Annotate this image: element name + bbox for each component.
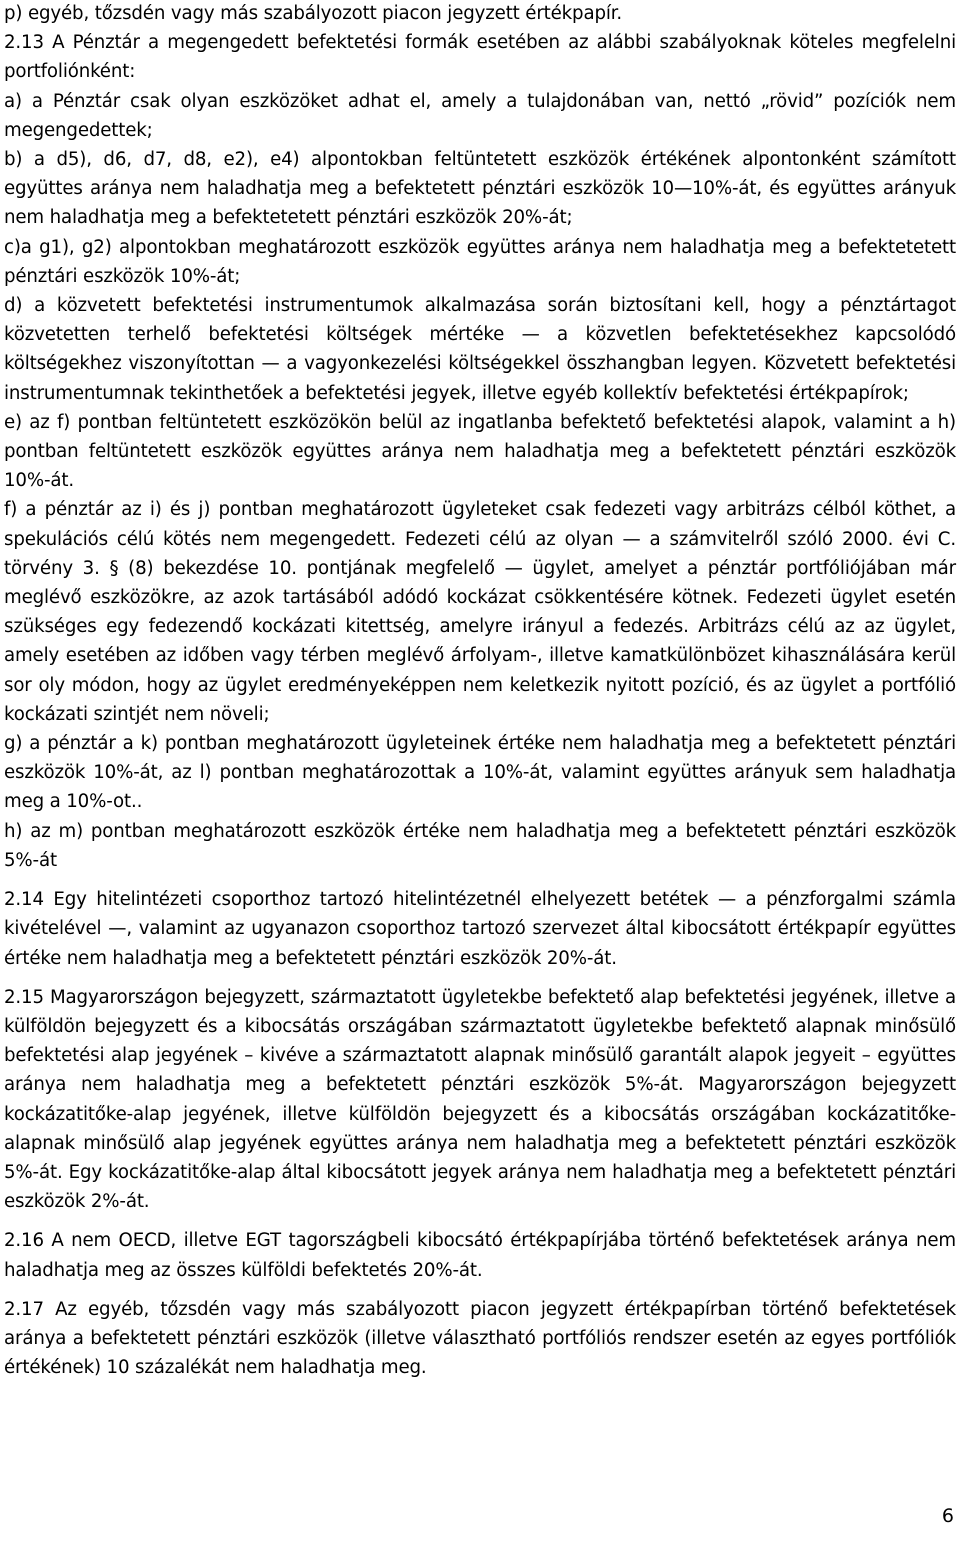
section-2-16: 2.16 A nem OECD, illetve EGT tagországbeli kibocsátó értékpapírjába történő befektetések aránya nem haladhatja meg az összes külföldi befektetés 20%-át. [4, 1230, 956, 1281]
section-2-13-a: a) a Pénztár csak olyan eszközöket adhat el, amely a tulajdonában van, nettó „rövid” pozíciók nem megengedettek; [4, 90, 956, 141]
document-page [4, 0, 956, 1382]
section-2-15: 2.15 Magyarországon bejegyzett, származtatott ügyletekbe befektető alap befektetési jegyének, illetve a külföldön bejegyzett és a kibocsátás országában származtatott ügyletekbe befektető alapnak minősülő befektetési alap jegyének – kivéve a származtatott alapnak minősülő garantált alapok jegyeit – együttes aránya nem haladhatja meg a befektetett pénztári eszközök 5%-át. Magyarországon bejegyzett kockázatitőke-alap jegyének, illetve külföldön bejegyzett és a kibocsátás országában kockázatitőke-alapnak minősülő alap jegyének együttes aránya nem haladhatja meg a befektetett pénztári eszközök 5%-át. Egy kockázatitőke-alap által kibocsátott jegyek aránya nem haladhatja meg a befektetett pénztári eszközök 2%-át. [4, 986, 956, 1213]
section-2-14: 2.14 Egy hitelintézeti csoporthoz tartozó hitelintézetnél elhelyezett betétek — a pénzforgalmi számla kivételével —, valamint az ugyanazon csoporthoz tartozó szervezet által kibocsátott értékpapír együttes értéke nem haladhatja meg a befektetett pénztári eszközök 20%-át. [4, 889, 956, 969]
section-2-13-d: d) a közvetett befektetési instrumentumok alkalmazása során biztosítani kell, hogy a pénztártagot közvetetten terhelő befektetési költségek mértéke — a közvetlen befektetésekhez kapcsolódó költségekhez viszonyítottan — a vagyonkezelési költségekkel összhangban legyen. Közvetett befektetési instrumentumnak tekinthetőek a befektetési jegyek, illetve egyéb kollektív befektetési értékpapírok; [4, 295, 956, 404]
section-2-13-b: b) a d5), d6, d7, d8, e2), e4) alpontokban feltüntetett eszközök értékének alpontonként számított együttes aránya nem haladhatja meg a befektetett pénztári eszközök 10—10%-át, és együttes arányuk nem haladhatja meg a befektetetett pénztári eszközök 20%-át; [4, 149, 956, 229]
section-2-13-intro: 2.13 A Pénztár a megengedett befektetési formák esetében az alábbi szabályoknak köteles megfelelni portfoliónként: [4, 32, 956, 83]
section-2-13-g: g) a pénztár a k) pontban meghatározott ügyleteinek értéke nem haladhatja meg a befektetett pénztári eszközök 10%-át, az l) pontban meghatározottak a 10%-át, valamint együttes arányuk sem haladhatja meg a 10%-ot.. [4, 733, 956, 813]
paragraph-p-item: p) egyéb, tőzsdén vagy más szabályozott piacon jegyzett értékpapír. [4, 3, 623, 24]
section-2-13-e: e) az f) pontban feltüntetett eszközökön belül az ingatlanba befektető befektetési alapok, valamint a h) pontban feltüntetett eszközök együttes aránya nem haladhatja meg a befektetett pénztári eszközök 10%-át. [4, 411, 956, 492]
section-2-13-c: c)a g1), g2) alpontokban meghatározott eszközök együttes aránya nem haladhatja meg a befektetetett pénztári eszközök 10%-át; [4, 236, 956, 287]
section-2-17: 2.17 Az egyéb, tőzsdén vagy más szabályozott piacon jegyzett értékpapírban történő befektetések aránya a befektetett pénztári eszközök (illetve választható portfóliós rendszer esetén az egyes portfóliók értékének) 10 százalékát nem haladhatja meg. [4, 1298, 956, 1379]
section-2-13-h: h) az m) pontban meghatározott eszközök értéke nem haladhatja meg a befektetett pénztári eszközök 5%-át [4, 820, 956, 871]
section-2-13-f: f) a pénztár az i) és j) pontban meghatározott ügyleteket csak fedezeti vagy arbitrázs célból köthet, a spekulációs célú kötés nem megengedett. Fedezeti célú az olyan — a számvitelről szóló 2000. évi C. törvény 3. § (8) bekezdése 10. pontjának megfelelő — ügylet, amelyet a pénztár portfóliójában már meglévő eszközökre, az azok tartásából adódó kockázat csökkentésére kötnek. Fedezeti ügylet esetén szükséges egy fedezendő kockázati kitettség, amelyre irányul a fedezés. Arbitrázs célú az az ügylet, amely esetében az időben vagy térben meglévő árfolyam-, illetve kamatkülönbözet kihasználására kerül sor oly módon, hogy az ügylet eredményeképpen nem keletkezik nyitott pozíció, és az ügylet a portfólió kockázati szintjét nem növeli; [4, 499, 956, 725]
page-number: 6 [941, 1505, 954, 1527]
